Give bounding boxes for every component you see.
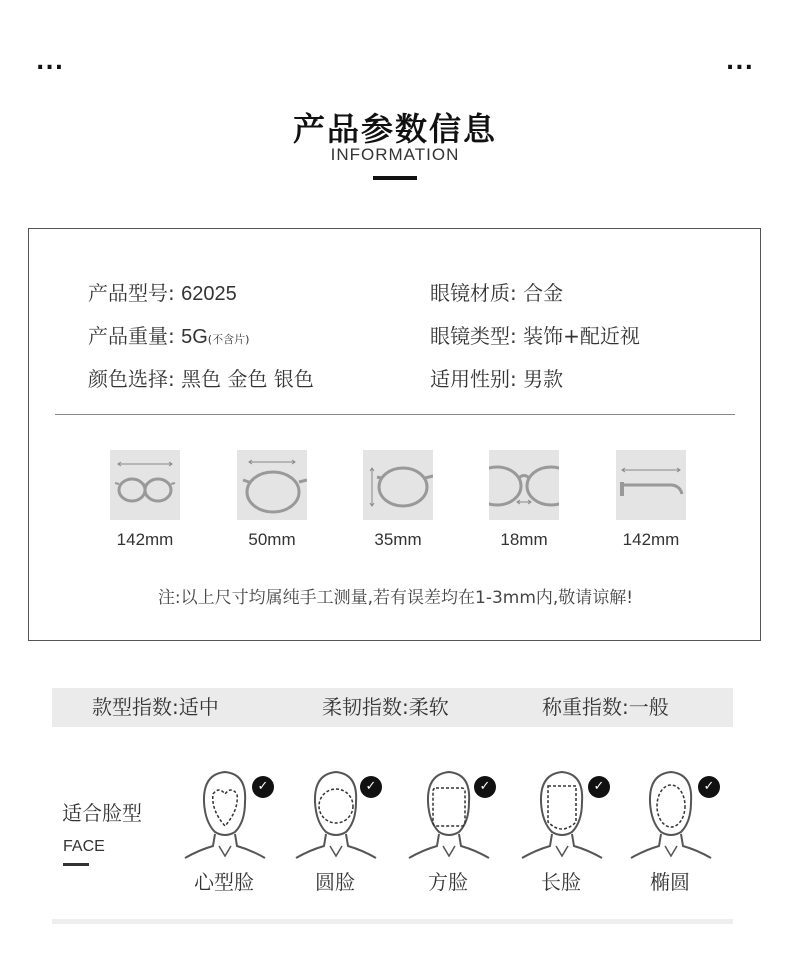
spec-panel xyxy=(28,228,761,641)
face-type-item xyxy=(620,766,720,895)
check-icon: ✓ xyxy=(698,776,720,798)
spec-gender xyxy=(430,363,563,392)
face-type-label: 圆脸 xyxy=(315,870,355,894)
dimension-value: 142mm xyxy=(622,530,680,549)
title-underline xyxy=(373,176,417,180)
dimension-item xyxy=(474,450,574,550)
check-icon: ✓ xyxy=(252,776,274,798)
bridge-width-icon xyxy=(489,450,559,520)
spec-weight-label: 产品重量: xyxy=(88,324,175,348)
dimension-value: 35mm xyxy=(374,530,422,549)
spec-model-value: 62025 xyxy=(181,283,237,305)
spec-weight xyxy=(88,320,249,349)
temple-length-icon xyxy=(616,450,686,520)
page-title: 产品参数信息 xyxy=(292,110,497,148)
face-type-item xyxy=(511,766,611,895)
weight-index: 称重指数:一般 xyxy=(542,695,669,719)
dimension-item xyxy=(95,450,195,550)
spec-material xyxy=(430,277,563,306)
spec-type-label: 眼镜类型: xyxy=(430,324,517,348)
dimension-item xyxy=(348,450,448,550)
spec-model xyxy=(88,277,237,306)
spec-color-value: 黑色 金色 银色 xyxy=(181,367,314,391)
spec-type-value: 装饰+配近视 xyxy=(523,324,640,348)
face-type-label: 方脸 xyxy=(428,870,468,894)
face-type-label: 椭圆 xyxy=(650,870,690,894)
flexibility-index: 柔韧指数:柔软 xyxy=(322,695,449,719)
dimension-item xyxy=(601,450,701,550)
spec-material-label: 眼镜材质: xyxy=(430,281,517,305)
spec-model-label: 产品型号: xyxy=(88,281,175,305)
spec-divider xyxy=(55,414,735,415)
face-title-underline xyxy=(63,863,89,866)
face-type-item xyxy=(398,766,498,895)
frame-total-width-icon xyxy=(110,450,180,520)
check-icon: ✓ xyxy=(588,776,610,798)
spec-color-label: 颜色选择: xyxy=(88,367,175,391)
spec-type xyxy=(430,320,640,349)
face-type-label: 长脸 xyxy=(541,870,581,894)
spec-material-value: 合金 xyxy=(523,281,564,305)
lens-width-icon xyxy=(237,450,307,520)
face-section-subtitle: FACE xyxy=(63,838,105,855)
check-icon: ✓ xyxy=(360,776,382,798)
measurement-note: 注:以上尺寸均属纯手工测量,若有误差均在1-3mm内,敬请谅解! xyxy=(157,588,634,608)
page-subtitle: INFORMATION xyxy=(330,145,460,164)
dimension-value: 18mm xyxy=(500,530,548,549)
spec-gender-value: 男款 xyxy=(523,367,564,391)
check-icon: ✓ xyxy=(474,776,496,798)
index-bar xyxy=(52,688,733,727)
spec-weight-value: 5G xyxy=(181,326,208,348)
face-type-item xyxy=(285,766,385,895)
face-section-title: 适合脸型 xyxy=(62,801,142,825)
spec-weight-note: (不含片) xyxy=(207,333,250,346)
face-type-label: 心型脸 xyxy=(194,870,254,894)
style-index: 款型指数:适中 xyxy=(92,695,219,719)
dimension-value: 50mm xyxy=(248,530,296,549)
spec-color xyxy=(88,363,314,392)
decorative-dots-right: ... xyxy=(725,50,754,75)
face-type-item xyxy=(174,766,274,895)
spec-gender-label: 适用性别: xyxy=(430,367,517,391)
lens-height-icon xyxy=(363,450,433,520)
dimension-value: 142mm xyxy=(116,530,174,549)
bottom-divider xyxy=(52,919,733,924)
decorative-dots-left: ... xyxy=(36,50,65,75)
dimension-item xyxy=(222,450,322,550)
